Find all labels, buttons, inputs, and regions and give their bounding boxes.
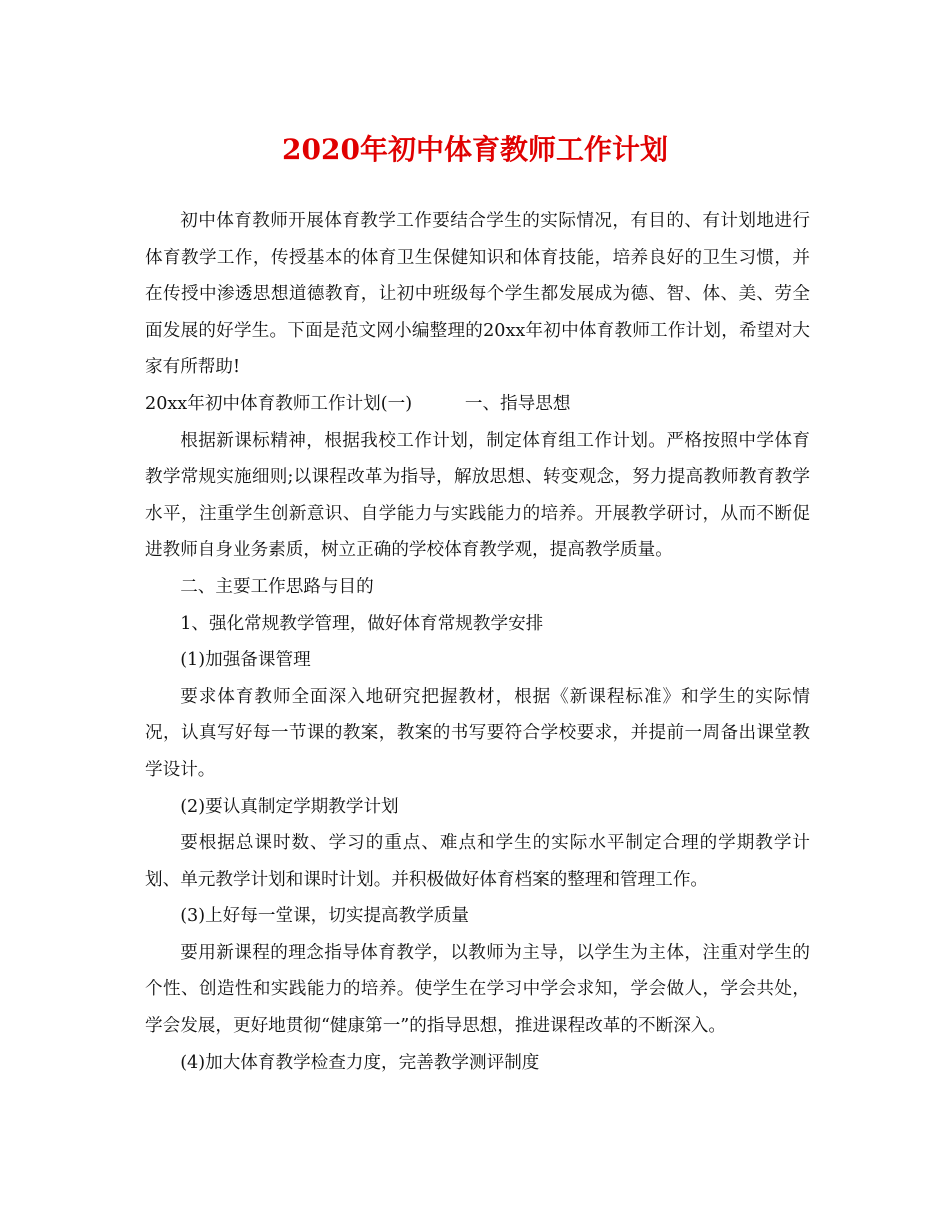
item-heading: (3)上好每一堂课，切实提高教学质量 [180, 906, 470, 927]
item-heading: (2)要认真制定学期教学计划 [180, 796, 399, 817]
section-heading: 二、主要工作思路与目的 [180, 576, 374, 597]
document-title: 2020年初中体育教师工作计划 [282, 133, 668, 166]
plan-subtitle-line: 20xx年初中体育教师工作计划(一) 一、指导思想 [145, 393, 571, 414]
document-body [145, 203, 810, 1081]
subsection-heading: 1、强化常规教学管理，做好体育常规教学安排 [180, 613, 544, 634]
intro-paragraph: 初中体育教师开展体育教学工作要结合学生的实际情况，有目的、有计划地进行体育教学工作，传授基本的体育卫生保健知识和体育技能，培养良好的卫生习惯，并在传授中渗透思想道德教育，让初中班级每个学生都发展成为德、智、体、美、劳全面发展的好学生。下面是范文网小编整理的20xx年初中体育教师工作计划，希望对大家有所帮助! [145, 211, 810, 378]
body-paragraph: 要根据总课时数、学习的重点、难点和学生的实际水平制定合理的学期教学计划、单元教学计划和课时计划。并积极做好体育档案的整理和管理工作。 [145, 833, 810, 890]
guiding-thought-paragraph: 根据新课标精神，根据我校工作计划，制定体育组工作计划。严格按照中学体育教学常规实施细则;以课程改革为指导，解放思想、转变观念，努力提高教师教育教学水平，注重学生创新意识、自学能力与实践能力的培养。开展教学研讨，从而不断促进教师自身业务素质，树立正确的学校体育教学观，提高教学质量。 [145, 430, 810, 561]
item-heading: (1)加强备课管理 [180, 650, 311, 671]
body-paragraph: 要用新课程的理念指导体育教学，以教师为主导，以学生为主体，注重对学生的个性、创造性和实践能力的培养。使学生在学习中学会求知，学会做人，学会共处，学会发展，更好地贯彻“健康第一”的指导思想，推进课程改革的不断深入。 [145, 942, 810, 1037]
body-paragraph: 要求体育教师全面深入地研究把握教材，根据《新课程标准》和学生的实际情况，认真写好每一节课的教案，教案的书写要符合学校要求，并提前一周备出课堂教学设计。 [145, 686, 810, 780]
item-heading: (4)加大体育教学检查力度，完善教学测评制度 [180, 1052, 540, 1073]
